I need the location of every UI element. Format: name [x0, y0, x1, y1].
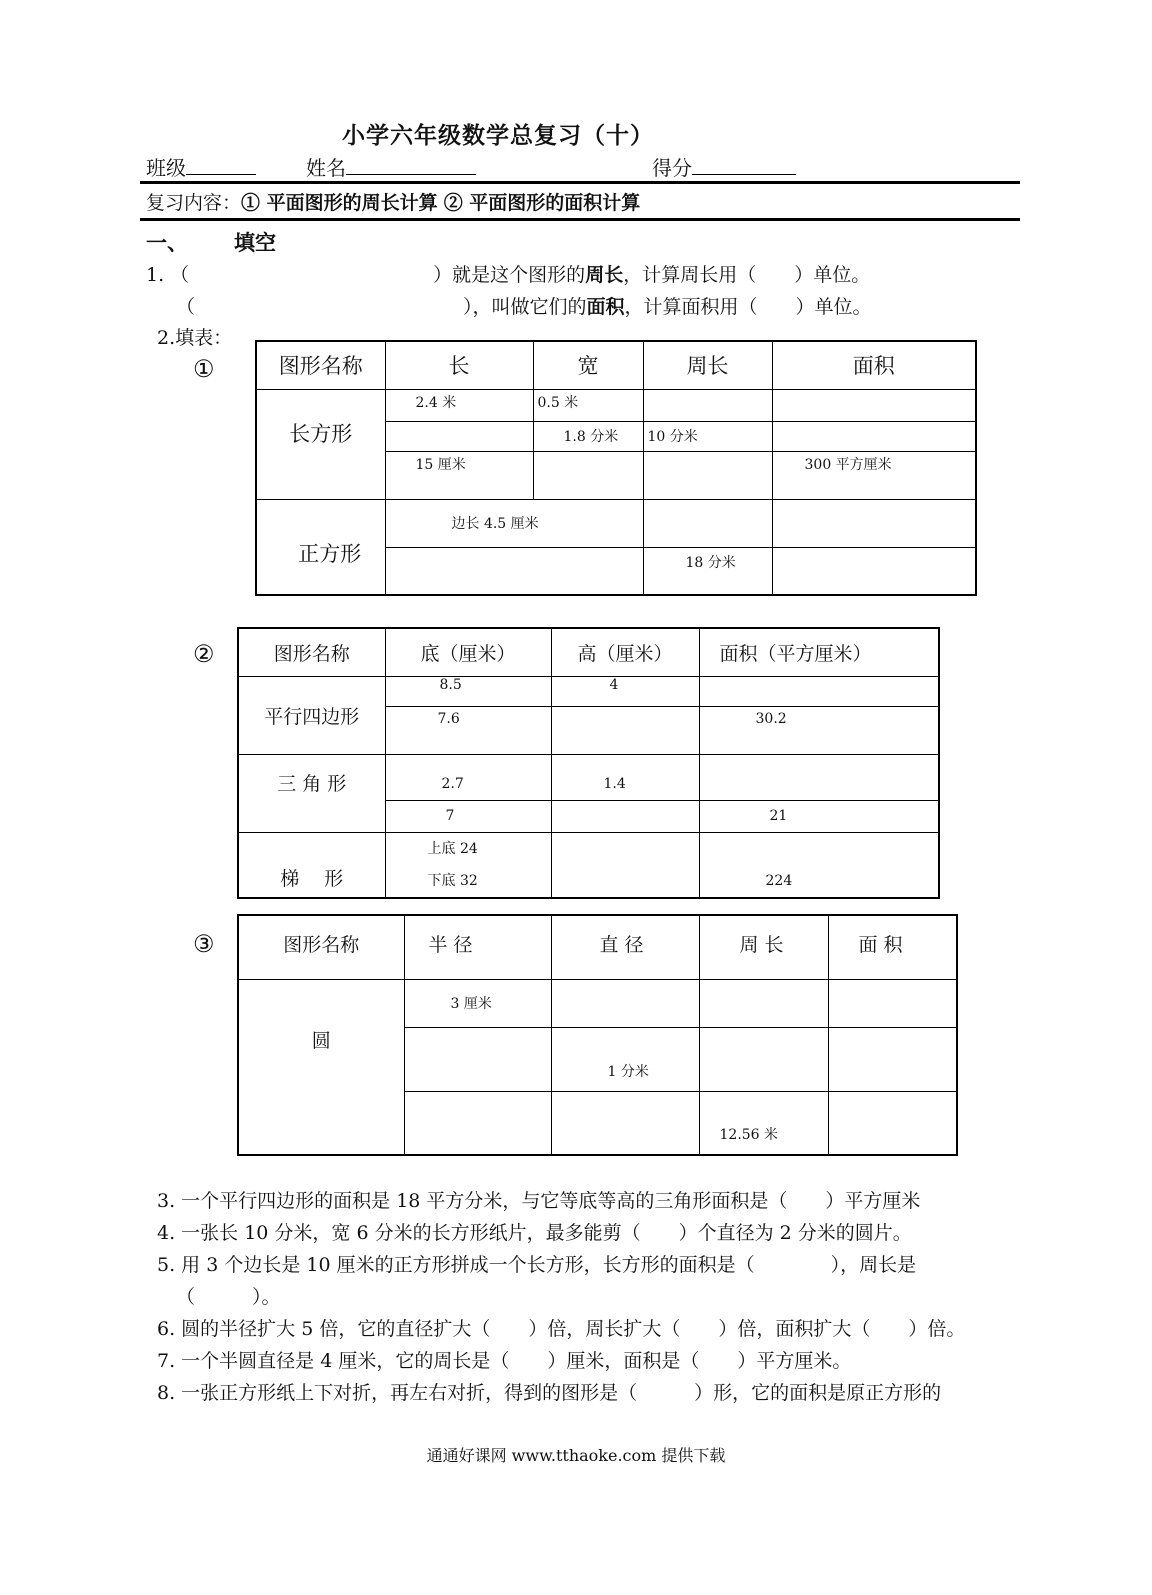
- score-label: 得分: [652, 156, 692, 180]
- table-cell: 224: [699, 832, 939, 898]
- table-cell[interactable]: [772, 547, 976, 595]
- table-cell[interactable]: [699, 676, 939, 706]
- table-3-header-row: [238, 915, 957, 979]
- review-content: [146, 188, 640, 215]
- header-length: 长: [385, 341, 533, 389]
- table-cell[interactable]: [699, 754, 939, 800]
- q1-open-2: （: [176, 296, 196, 318]
- question-1-line-1: [146, 260, 870, 287]
- table-row: [238, 676, 939, 706]
- header-shape-name: 图形名称: [238, 628, 385, 676]
- table-1-marker: ①: [193, 355, 215, 383]
- q1-open: 1. （: [146, 264, 190, 286]
- row-label-triangle: 三 角 形: [238, 754, 385, 832]
- table-cell[interactable]: [404, 1091, 551, 1155]
- review-item-2: ② 平面图形的面积计算: [443, 192, 641, 214]
- question-6: 6. 圆的半径扩大 5 倍，它的直径扩大（ ）倍，周长扩大（ ）倍，面积扩大（ ）倍。: [157, 1318, 966, 1340]
- table-cell[interactable]: [551, 1091, 699, 1155]
- table-cell[interactable]: [643, 499, 772, 547]
- table-cell: 18 分米: [643, 547, 772, 595]
- question-2-label: 2.填表：: [157, 327, 233, 349]
- name-blank[interactable]: [346, 174, 476, 175]
- table-cell[interactable]: [772, 499, 976, 547]
- question-5-continued: （ ）。: [176, 1286, 281, 1308]
- table-cell: 30.2: [699, 706, 939, 754]
- header-perimeter: 周长: [643, 341, 772, 389]
- header-shape-name: 图形名称: [256, 341, 385, 389]
- section-heading: [146, 227, 276, 257]
- section-number: 一、: [146, 230, 188, 255]
- table-cell[interactable]: [828, 1091, 957, 1155]
- q1-text-a: ）就是这个图形的: [433, 264, 586, 286]
- header-base: 底（厘米）: [385, 628, 551, 676]
- header-circumference: 周 长: [699, 915, 828, 979]
- table-cell: 8.5: [385, 676, 551, 706]
- header-area: 面积（平方厘米）: [699, 628, 939, 676]
- table-2-header-row: [238, 628, 939, 676]
- header-shape-name: 图形名称: [238, 915, 404, 979]
- table-1-header-row: [256, 341, 976, 389]
- table-cell[interactable]: [772, 389, 976, 421]
- header-radius: 半 径: [404, 915, 551, 979]
- q1-text-b: ，计算周长用（ ）单位。: [623, 264, 871, 286]
- header-diameter: 直 径: [551, 915, 699, 979]
- row-label-trapezoid: 梯 形: [238, 832, 385, 898]
- table-cell[interactable]: [699, 979, 828, 1027]
- section-title: 填空: [234, 230, 276, 255]
- header-area: 面 积: [828, 915, 957, 979]
- table-row: [238, 979, 957, 1027]
- table-2-marker: ②: [193, 640, 215, 668]
- trapezoid-bottom-base: 下底 32: [427, 872, 478, 889]
- header-area: 面积: [772, 341, 976, 389]
- table-cell: 1.4: [551, 754, 699, 800]
- table-cell: 1 分米: [551, 1027, 699, 1091]
- table-rectangle-square: [255, 340, 977, 596]
- review-label: 复习内容：: [146, 192, 242, 214]
- footer-credit: 通通好课网 www.tthaoke.com 提供下载: [426, 1446, 726, 1465]
- table-cell[interactable]: [404, 1027, 551, 1091]
- table-cell: 10 分米: [643, 421, 772, 451]
- table-cell: 4: [551, 676, 699, 706]
- table-cell: 15 厘米: [385, 451, 533, 499]
- table-cell: 12.56 米: [699, 1091, 828, 1155]
- table-cell: 边长 4.5 厘米: [385, 499, 643, 547]
- header-width: 宽: [533, 341, 643, 389]
- table-cell: 7.6: [385, 706, 551, 754]
- class-label: 班级: [146, 156, 186, 180]
- row-label-rectangle: 长方形: [256, 389, 385, 499]
- question-1-line-2: [176, 292, 872, 319]
- table-row: [238, 754, 939, 800]
- class-blank[interactable]: [186, 174, 256, 175]
- table-cell[interactable]: [385, 547, 643, 595]
- table-cell: 2.4 米: [385, 389, 533, 421]
- row-label-parallelogram: 平行四边形: [238, 676, 385, 754]
- table-cell: 2.7: [385, 754, 551, 800]
- table-cell[interactable]: [385, 421, 533, 451]
- question-4: 4. 一张长 10 分米，宽 6 分米的长方形纸片，最多能剪（ ）个直径为 2 分米的圆片。: [157, 1222, 912, 1244]
- header-rule-top: [140, 181, 1020, 184]
- header-rule-bottom: [140, 218, 1020, 221]
- q1-bold-area: 面积: [586, 296, 625, 318]
- q1-bold-perimeter: 周长: [585, 264, 624, 286]
- question-8: 8. 一张正方形纸上下对折，再左右对折，得到的图形是（ ）形，它的面积是原正方形的: [157, 1382, 942, 1404]
- score-field: [652, 152, 796, 181]
- table-cell[interactable]: [699, 1027, 828, 1091]
- table-cell: 1.8 分米: [533, 421, 643, 451]
- score-blank[interactable]: [692, 174, 796, 175]
- table-cell[interactable]: [772, 421, 976, 451]
- table-parallelogram-triangle-trapezoid: [237, 627, 940, 899]
- name-field: [306, 152, 476, 181]
- q1-text-c: ），叫做它们的: [463, 296, 587, 318]
- table-cell: 300 平方厘米: [772, 451, 976, 499]
- trapezoid-top-base: 上底 24: [427, 840, 478, 857]
- table-cell[interactable]: [828, 979, 957, 1027]
- page-title: 小学六年级数学总复习（十）: [342, 122, 654, 149]
- trapezoid-bases: [385, 832, 551, 898]
- header-height: 高（厘米）: [551, 628, 699, 676]
- question-7: 7. 一个半圆直径是 4 厘米，它的周长是（ ）厘米，面积是（ ）平方厘米。: [157, 1350, 852, 1372]
- table-cell[interactable]: [643, 451, 772, 499]
- name-label: 姓名: [306, 156, 346, 180]
- table-row: [238, 832, 939, 898]
- table-row: [256, 389, 976, 421]
- table-cell[interactable]: [643, 389, 772, 421]
- q1-text-d: ，计算面积用（ ）单位。: [624, 296, 872, 318]
- table-cell: 3 厘米: [404, 979, 551, 1027]
- class-field: [146, 152, 256, 181]
- table-cell[interactable]: [533, 451, 643, 499]
- table-cell: 0.5 米: [533, 389, 643, 421]
- table-3-marker: ③: [193, 930, 215, 958]
- question-3: 3. 一个平行四边形的面积是 18 平方分米，与它等底等高的三角形面积是（ ）平方厘米: [157, 1190, 921, 1212]
- row-label-circle: 圆: [238, 979, 404, 1155]
- table-cell[interactable]: [551, 800, 699, 832]
- table-cell[interactable]: [551, 979, 699, 1027]
- row-label-square: 正方形: [256, 499, 385, 595]
- question-5: 5. 用 3 个边长是 10 厘米的正方形拼成一个长方形，长方形的面积是（ ），周长是: [157, 1254, 917, 1276]
- table-cell[interactable]: [551, 832, 699, 898]
- table-cell[interactable]: [551, 706, 699, 754]
- review-item-1: ① 平面图形的周长计算: [241, 192, 438, 214]
- table-row: [256, 499, 976, 547]
- table-circle: [237, 914, 958, 1156]
- table-cell: 21: [699, 800, 939, 832]
- table-cell: 7: [385, 800, 551, 832]
- table-cell[interactable]: [828, 1027, 957, 1091]
